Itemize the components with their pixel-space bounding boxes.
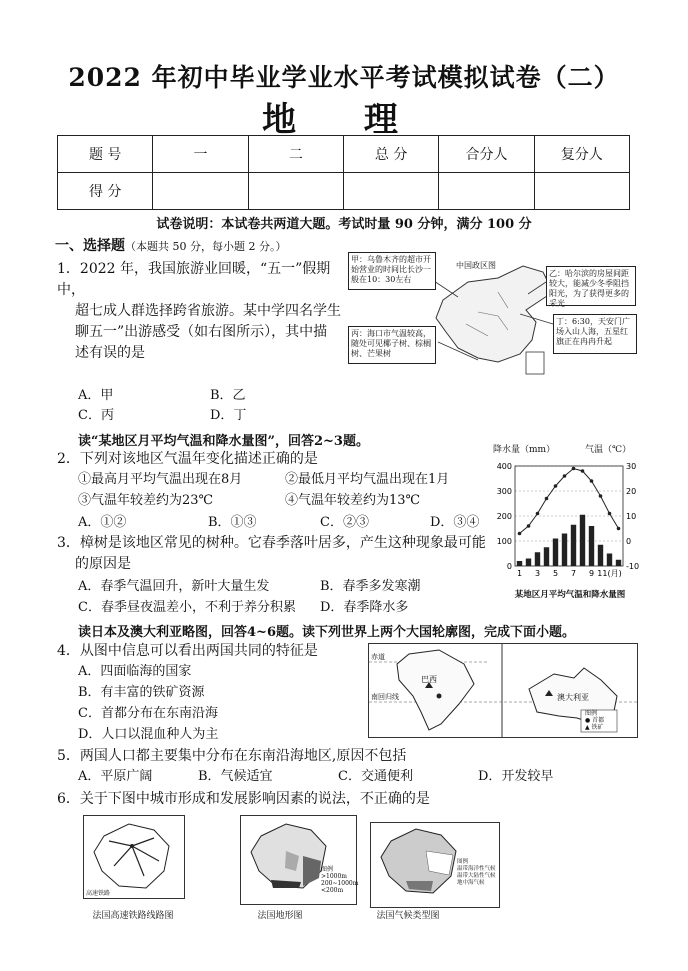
brazil-australia-maps	[368, 643, 638, 738]
score-table-header-row	[58, 136, 630, 173]
temperature-point	[590, 479, 594, 483]
q2-option-c[interactable]: C．②③	[320, 515, 369, 530]
q3-line: 的原因是	[75, 556, 131, 572]
score-input-cell[interactable]	[248, 173, 343, 210]
score-row-label: 得 分	[58, 173, 153, 210]
score-cell: 题 号	[58, 136, 153, 173]
q1-option-a[interactable]: A．甲	[78, 388, 114, 403]
q1-line: 超七成人群选择跨省旅游。某中学四名学生	[75, 303, 341, 319]
q1-line: 述有误的是	[75, 345, 145, 361]
france-climate-map	[370, 822, 500, 908]
precipitation-bar	[598, 545, 603, 566]
chart-right-axis-label: 气温（℃）	[585, 445, 632, 455]
legend-iron: ▲ 铁矿	[585, 724, 604, 731]
climate-legend-item: 地中海气候	[457, 880, 485, 886]
rail-map-caption: 法国高速铁路线路图	[92, 911, 174, 921]
france-rail-map	[83, 815, 185, 899]
brazil-label: 巴西	[421, 675, 437, 684]
exam-note: 试卷说明：本试卷共两道大题。考试时量 90 分钟，满分 100 分	[156, 217, 532, 232]
temperature-point	[617, 527, 621, 531]
temperature-point	[545, 497, 549, 501]
temperature-point	[518, 532, 522, 536]
q1-option-c[interactable]: C．丙	[78, 408, 114, 423]
chart-x-tick-label: 1	[516, 569, 523, 578]
australia-label: 澳大利亚	[557, 693, 589, 702]
chart-right-tick-label: 10	[626, 512, 637, 521]
q1-option-b[interactable]: B．乙	[210, 388, 246, 403]
score-cell: 复分人	[534, 136, 629, 173]
q3-option-b[interactable]: B．春季多发寒潮	[320, 579, 421, 594]
chart-x-tick-label: 5	[552, 569, 559, 578]
chart-x-tick-label: 11(月)	[597, 569, 622, 578]
temperature-line	[520, 469, 619, 534]
terrain-legend-high: >1000m	[321, 873, 347, 880]
legend-title: 图例	[585, 710, 598, 717]
chart-right-tick-label: 0	[626, 537, 632, 546]
score-cell: 合分人	[439, 136, 534, 173]
climate-legend	[457, 859, 496, 887]
score-cell: 一	[153, 136, 248, 173]
climate-legend-title: 图例	[457, 859, 469, 865]
precipitation-bar	[589, 526, 594, 566]
exam-title: 2022 年初中毕业学业水平考试模拟试卷（二）	[68, 63, 620, 92]
reading-instruction-1: 读“某地区月平均气温和降水量图”，回答2~3题。	[78, 434, 369, 449]
q3-option-a[interactable]: A．春季气温回升，新叶大量生发	[78, 579, 270, 594]
reading-instruction-2: 读日本及澳大利亚略图，回答4~6题。读下列世界上两个大国轮廓图，完成下面小题。	[78, 625, 575, 640]
chart-x-tick-label: 9	[588, 569, 595, 578]
terrain-legend-low: <200m	[321, 887, 344, 894]
chart-right-tick-label: 30	[626, 462, 637, 471]
temperature-point	[572, 467, 576, 471]
chart-x-tick-label: 7	[570, 569, 577, 578]
section-title	[55, 235, 286, 255]
climate-chart	[485, 442, 655, 602]
precipitation-bar	[526, 559, 531, 567]
precipitation-bar	[580, 515, 585, 566]
q5-option-d[interactable]: D．开发较早	[478, 769, 554, 784]
score-input-cell[interactable]	[534, 173, 629, 210]
precipitation-bar	[562, 534, 567, 567]
q2-item-2: ②最低月平均气温出现在1月	[285, 472, 450, 487]
q4-option-c[interactable]: C．首都分布在东南沿海	[78, 706, 218, 721]
precipitation-bar	[607, 554, 612, 567]
terrain-legend-mid: 200~1000m	[321, 880, 359, 887]
q4-option-d[interactable]: D．人口以混血种人为主	[78, 727, 219, 742]
q4-stem: 4．从图中信息可以看出两国共同的特征是	[57, 643, 318, 659]
climate-map-caption: 法国气候类型图	[376, 911, 440, 921]
temperature-point	[527, 524, 531, 528]
ding-speech-box: 丁：6:30，天安门广场入山人海，五星红旗正在冉冉升起	[553, 314, 637, 354]
chart-x-tick-label: 3	[534, 569, 541, 578]
question-1	[57, 259, 342, 364]
q6-stem: 6．关于下图中城市形成和发展影响因素的说法，不正确的是	[57, 791, 430, 807]
temperature-point	[608, 512, 612, 516]
precipitation-bar	[535, 552, 540, 566]
bing-speech-box: 丙：海口市气温较高，随处可见椰子树、棕榈树、芒果树	[348, 326, 436, 364]
q2-item-3: ③气温年较差约为23℃	[78, 493, 214, 508]
china-map-title: 中国政区图	[456, 261, 496, 270]
legend-capital: ● 首都	[585, 717, 605, 724]
score-table	[57, 135, 630, 210]
q2-option-d[interactable]: D．③④	[430, 515, 480, 530]
q1-option-d[interactable]: D．丁	[210, 408, 247, 423]
france-terrain-map	[240, 815, 357, 905]
q4-option-a[interactable]: A．四面临海的国家	[78, 664, 192, 679]
map-legend	[585, 710, 604, 731]
terrain-legend	[321, 866, 358, 894]
q3-option-c[interactable]: C．春季昼夜温差小，不利于养分积累	[78, 600, 296, 615]
score-cell: 二	[248, 136, 343, 173]
chart-right-tick-label: 20	[626, 487, 637, 496]
chart-left-tick-label: 200	[496, 512, 512, 521]
terrain-legend-title: 图例	[321, 866, 334, 873]
q5-stem: 5．两国人口都主要集中分布在东南沿海地区,原因不包括	[57, 748, 407, 764]
q2-option-b[interactable]: B．①③	[208, 515, 257, 530]
q5-option-b[interactable]: B．气候适宜	[198, 769, 273, 784]
chart-left-axis-label: 降水量（mm）	[493, 445, 556, 455]
q4-option-b[interactable]: B．有丰富的铁矿资源	[78, 685, 205, 700]
precipitation-bar	[571, 525, 576, 566]
precipitation-bar	[517, 561, 522, 566]
q2-stem: 2．下列对该地区气温年变化描述正确的是	[57, 451, 318, 467]
q3-line: 3．樟树是该地区常见的树种。它春季落叶居多，产生这种现象最可能	[57, 535, 486, 551]
china-map-figure	[348, 252, 638, 380]
q1-line: 聊五一”出游感受（如右图所示），其中描	[75, 324, 328, 340]
question-3	[57, 533, 486, 575]
yi-speech-box: 乙：哈尔滨的房屋间距较大，能减少冬季阻挡阳光，为了获得更多的采光	[546, 266, 636, 306]
temperature-point	[581, 469, 585, 473]
temperature-point	[554, 484, 558, 488]
climate-chart-svg	[485, 442, 655, 602]
q5-option-c[interactable]: C．交通便利	[338, 769, 413, 784]
terrain-map-caption: 法国地形图	[257, 911, 303, 921]
rail-legend: 高速铁路	[86, 890, 111, 897]
tropic-label: 南回归线	[371, 693, 399, 701]
climate-legend-item: 温带海洋性气候	[457, 866, 496, 872]
chart-title: 某地区月平均气温和降水量图	[514, 590, 626, 600]
section-subtitle: （本题共 50 分，每小题 2 分。）	[125, 240, 287, 253]
precipitation-bar	[553, 539, 558, 567]
chart-right-tick-label: -10	[626, 562, 640, 571]
equator-label: 赤道	[371, 653, 385, 661]
climate-legend-item: 温带大陆性气候	[457, 873, 496, 879]
score-input-cell[interactable]	[439, 173, 534, 210]
q2-item-1: ①最高月平均气温出现在8月	[78, 472, 243, 487]
precipitation-bar	[544, 547, 549, 566]
chart-left-tick-label: 100	[496, 537, 512, 546]
q5-option-a[interactable]: A．平原广阔	[78, 769, 153, 784]
temperature-point	[599, 494, 603, 498]
jia-speech-box: 甲：乌鲁木齐的超市开始营业的时间比长沙一般在10：30左右	[348, 252, 436, 290]
q3-option-d[interactable]: D．春季降水多	[320, 600, 409, 615]
chart-left-tick-label: 0	[506, 562, 512, 571]
chart-left-tick-label: 400	[496, 462, 512, 471]
chart-left-tick-label: 300	[496, 487, 512, 496]
france-rail-svg	[84, 816, 184, 898]
score-input-cell[interactable]	[343, 173, 438, 210]
precipitation-bar	[616, 560, 621, 566]
q2-option-a[interactable]: A．①②	[78, 515, 127, 530]
q2-item-4: ④气温年较差约为13℃	[285, 493, 421, 508]
temperature-point	[536, 512, 540, 516]
score-input-cell[interactable]	[153, 173, 248, 210]
q1-line: 1．2022 年，我国旅游业回暖，“五一”假期中，	[57, 261, 331, 298]
score-cell: 总 分	[343, 136, 438, 173]
temperature-point	[563, 474, 567, 478]
score-table-score-row	[58, 173, 630, 210]
section-title-text: 一、选择题	[55, 238, 125, 254]
subject-title: 地 理	[262, 100, 426, 140]
